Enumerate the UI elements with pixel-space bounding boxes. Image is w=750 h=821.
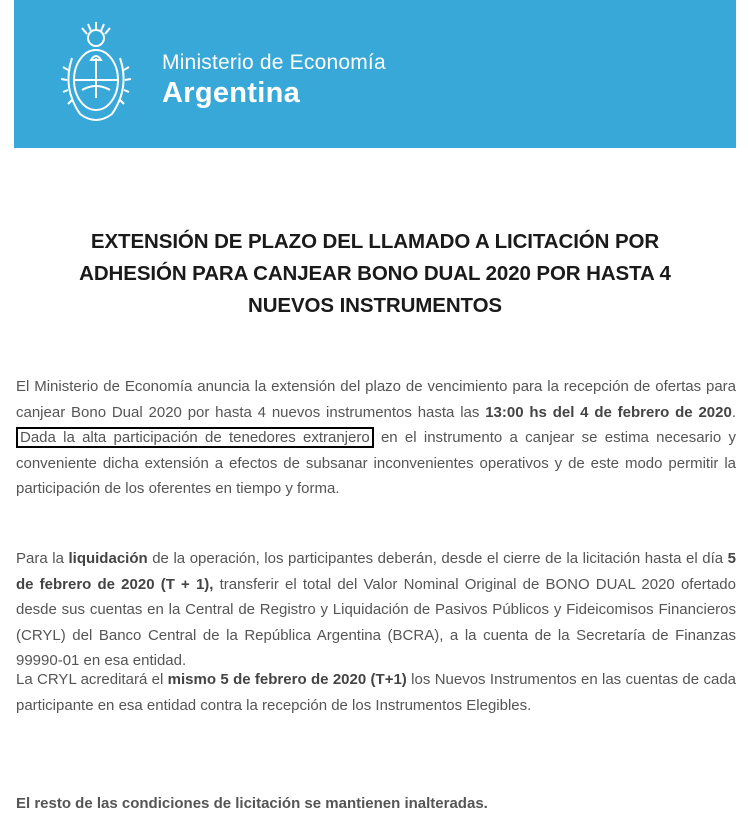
p2-text-b: de la operación, los participantes deberán, desde el cierre de la licitación hasta el día xyxy=(147,550,728,567)
paragraph-conditions: El resto de las condiciones de licitación se mantienen inalteradas. xyxy=(16,795,488,812)
p3-date: mismo 5 de febrero de 2020 (T+1) xyxy=(167,671,407,688)
p2-date: 5 de febrero de 2020 (T + 1), xyxy=(16,550,736,593)
paragraph-settlement xyxy=(16,546,736,674)
ministry-brand xyxy=(162,50,386,110)
p2-liquidacion: liquidación xyxy=(68,550,148,567)
announcement-title xyxy=(40,226,710,322)
p1-text-a: El Ministerio de Economía anuncia la extensión del plazo de vencimiento para la recepción de ofertas para canjear Bono Dual 2020 por hasta 4 nuevos instrumentos hasta las xyxy=(16,378,736,421)
highlighted-foreign-holders-note: Dada la alta participación de tenedores extranjero xyxy=(16,427,374,448)
title-line-3: NUEVOS INSTRUMENTOS xyxy=(248,294,502,317)
p3-text-a: La CRYL acreditará el xyxy=(16,671,168,688)
p3-text-b: los Nuevos Instrumentos en las cuentas de cada participante en esa entidad contra la recepción de los Instrumentos Elegibles. xyxy=(16,671,736,714)
p1-text-b: en el instrumento a canjear se estima necesario y conveniente dicha extensión a efectos de subsanar inconvenientes operativos y de este modo permitir la participación de los oferentes en tiempo y forma. xyxy=(16,429,736,498)
p2-text-a: Para la xyxy=(16,550,69,567)
brand-ministry-name: Ministerio de Economía xyxy=(162,51,386,74)
p1-deadline: 13:00 hs del 4 de febrero de 2020 xyxy=(485,403,732,421)
brand-country-name: Argentina xyxy=(162,77,301,109)
paragraph-credit xyxy=(16,667,736,718)
title-line-1: EXTENSIÓN DE PLAZO DEL LLAMADO A LICITACIÓN POR xyxy=(90,230,660,253)
ministry-header-banner xyxy=(14,0,736,148)
p1-separator: . xyxy=(731,403,736,421)
argentina-coat-of-arms-icon xyxy=(58,18,134,130)
title-line-2: ADHESIÓN PARA CANJEAR BONO DUAL 2020 POR HASTA 4 xyxy=(79,262,671,285)
p2-text-c: transferir el total del Valor Nominal Original de BONO DUAL 2020 ofertado desde sus cuentas en la Central de Registro y Liquidación de Pasivos Públicos y Fideicomisos Financieros (CRYL) del Banco Central de la República Argentina (BCRA), a la cuenta de la Secretaría de Finanzas 99990-01 en esa entidad. xyxy=(16,575,736,670)
paragraph-extension xyxy=(16,374,736,502)
